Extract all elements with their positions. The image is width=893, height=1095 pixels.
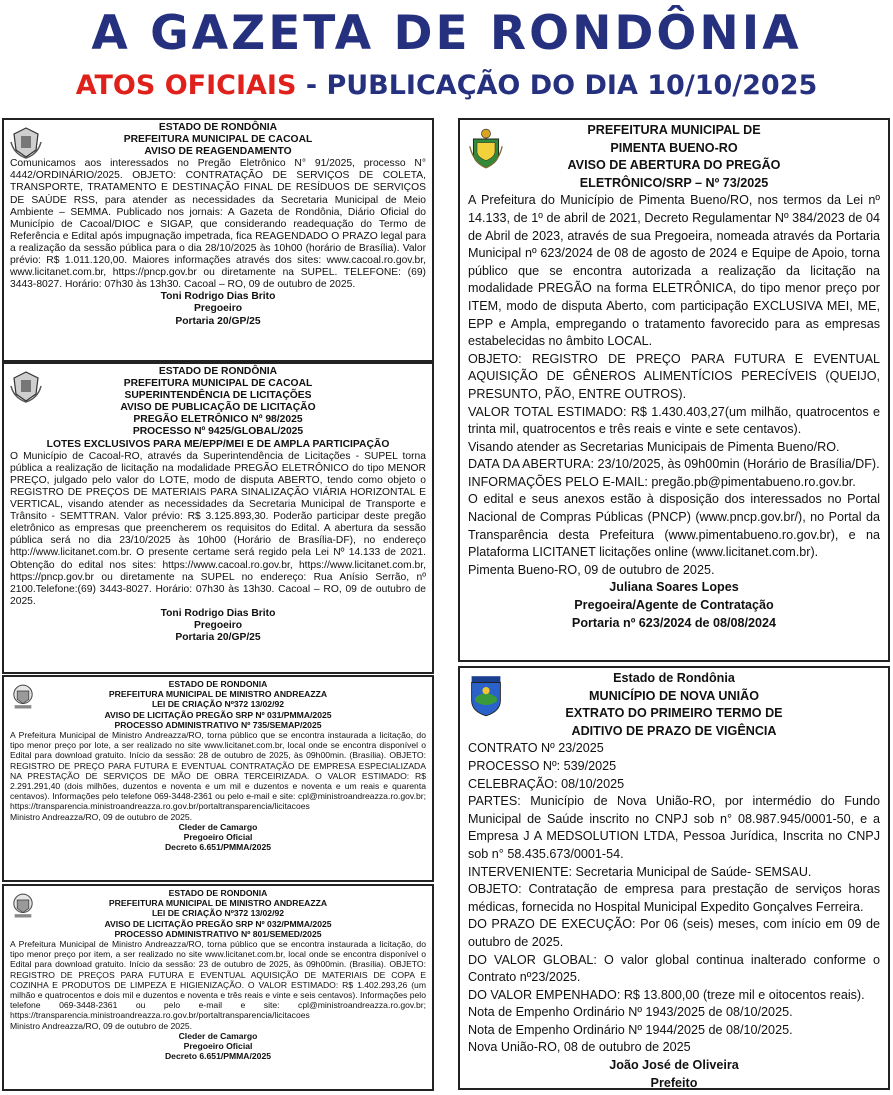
header-line: AVISO DE ABERTURA DO PREGÃO [567, 158, 781, 173]
notice-nova-uniao-aditivo [458, 666, 890, 1090]
paragraph: O edital e seus anexos estão à disposição dos interessados no Portal Nacional de Compras Públicas (PNCP) (www.pncp.gov.br/), no Portal da Transparência desta Prefeitura (www.pimentabueno.ro.gov.br), e na Plataforma LICITANET licitações online (www.licitanet.com.br). [468, 492, 880, 560]
municipal-crest-icon [468, 126, 504, 170]
header-line: AVISO DE REAGENDAMENTO [144, 146, 292, 158]
signer-ordinance: Portaria 20/GP/25 [175, 315, 261, 327]
paragraph: Nova União-RO, 08 de outubro de 2025 [468, 1040, 691, 1055]
header-line: AVISO DE LICITAÇÃO PREGÃO SRP Nº 032/PMMA/2025 [104, 918, 332, 929]
signature-block [10, 608, 426, 644]
signer-role: Pregoeiro Oficial [183, 832, 253, 843]
header-line: PREGÃO ELETRÔNICO Nº 98/2025 [133, 414, 303, 426]
notice-body: O Município de Cacoal-RO, através da Superintendência de Licitações - SUPEL torna pública a realização de licitação na modalidade PREGÃO ELETRÔNICO do tipo MENOR PREÇO, julgado pelo valor do LOTE, modo de disputa ABERTO, tendo como objeto o REGISTRO DE PREÇOS DE MATERIAIS PARA SINALIZAÇÃO VIÁRIA HORIZONTAL E VERTICAL, visando atender as necessidades da Secretaria Municipal de Transporte e Trânsito - SEMTTRAN. Valor prévio: R$ 3.125.893,30. Poderão participar deste pregão eletrônico as empresas que preencherem os requisitos do Edital. A abertura da sessão pública será no dia 23/10/2025 às 10h00 (Horário de Brasília-DF), no endereço http://www.licitanet.com.br. O presente certame será regido pela Lei Nº 14.133 de 2021. Obtenção do edital nos sites: https://www.cacoal.ro.gov.br, https://www.licitanet.com.br, https://pncp.gov.br ou diretamente na SUPEL no endereço: Rua Anísio Serrão, nº 2100.Telefone:(69) 3443-8027. Horário: 07h30 às 13h30. Cacoal – RO, 09 de outubro de 2025. [10, 450, 426, 607]
signer-role: Pregoeiro [193, 619, 243, 631]
paragraph: DO VALOR GLOBAL: O valor global continua inalterado conforme o Contrato nº23/2025. [468, 952, 880, 985]
notice-header [10, 679, 426, 730]
notice-body: A Prefeitura Municipal de Ministro Andreazza/RO, torna público que se encontra instaurada a licitação, do tipo menor preço por lote, a ser realizado no site www.licitanet.com.br, local onde se encontra disponível o Edital para download gratuito. Início da sessão: 28 de outubro de 2025, às 09h00min. (Brasília). OBJETO: REGISTRO DE PREÇO PARA FUTURA E EVENTUAL CONTRATAÇÃO DE EMPRESA ESPECIALIZADA NA PRESTAÇÃO DE SERVIÇOS DE MÃO DE OBRA TERCEIRIZADA. O VALOR ESTIMADO: R$ 2.291.291,40 (dois milhões, duzentos e noventa e um mil e duzentos e noventa e um reais e quarenta centavos). Informações pelo telefone 069-3448-2361 ou pelo e-mail e site: cpl@ministroandreazza.ro.gov.br; https://transparencia.ministroandreazza.ro.gov.br/portaltransparencia/licitacoes [10, 730, 426, 812]
paragraph: DO PRAZO DE EXECUÇÃO: Por 06 (seis) meses, com início em 09 de outubro de 2025. [468, 917, 880, 949]
paragraph: A Prefeitura do Município de Pimenta Bueno/RO, nos termos da Lei nº 14.133, de 1º de abril de 2021, Decreto Regulamentar Nº 384/2023 de 04 de Abril de 2023, através de sua Pregoeira, nomeada através da Portaria Municipal nº 623/2024 de 08 de agosto de 2024 e Equipe de Apoio, torna público que se encontra autorizada a realização da licitação na modalidade PREGÃO na forma ELETRÔNICA, do tipo menor preço por ITEM, modo de disputa Aberto, com participação EXCLUSIVA MEI, ME, EPP e Ampla, empregando o tratamento favorecido para as empresas estabelecidas no âmbito LOCAL. [468, 193, 880, 349]
header-line: PREFEITURA MUNICIPAL DE MINISTRO ANDREAZZA [108, 689, 328, 700]
header-line: PREFEITURA MUNICIPAL DE MINISTRO ANDREAZZA [108, 898, 328, 909]
paragraph: PROCESSO Nº: 539/2025 [468, 758, 617, 773]
paragraph: Visando atender as Secretarias Municipais de Pimenta Bueno/RO. [468, 439, 840, 454]
paragraph: Pimenta Bueno-RO, 09 de outubro de 2025. [468, 562, 715, 577]
header-line: Estado de Rondônia [613, 671, 735, 685]
paragraph: Nota de Empenho Ordinário Nº 1943/2025 de 08/10/2025. [468, 1005, 793, 1020]
signature-block [468, 1057, 880, 1090]
notice-cacoal-reagendamento [2, 118, 434, 362]
separator: - [296, 70, 327, 101]
signer-name: Cleder de Camargo [178, 1030, 258, 1041]
header-line: PROCESSO ADMINISTRATIVO Nº 801/SEMED/2025 [114, 928, 322, 939]
header-line: MUNICÍPIO DE NOVA UNIÃO [588, 688, 760, 703]
municipal-crest-icon [8, 368, 44, 404]
notice-header [468, 122, 880, 192]
notice-header [10, 366, 426, 439]
signer-role: Prefeito [650, 1075, 698, 1090]
header-line: PREFEITURA MUNICIPAL DE CACOAL [123, 134, 313, 146]
header-line: PREFEITURA MUNICIPAL DE CACOAL [123, 378, 313, 390]
signer-ordinance: Decreto 6.651/PMMA/2025 [164, 1051, 272, 1062]
paragraph: INFORMAÇÕES PELO E-MAIL: pregão.pb@pimentabueno.ro.gov.br. [468, 474, 856, 489]
municipal-crest-icon [8, 124, 44, 160]
paragraph: VALOR TOTAL ESTIMADO: R$ 1.430.403,27(um milhão, quatrocentos e trinta mil, quatrocentos e três reais e vinte e sete centavos). [468, 404, 880, 437]
signer-role: Pregoeiro [193, 303, 243, 315]
header-line: PROCESSO Nº 9425/GLOBAL/2025 [132, 426, 304, 438]
notice-cacoal-pregao-98 [2, 362, 434, 674]
signature-block [468, 579, 880, 632]
paragraph: INTERVENIENTE: Secretaria Municipal de Saúde- SEMSAU. [468, 864, 812, 879]
header-line: PREFEITURA MUNICIPAL DE [587, 123, 761, 137]
municipal-crest-icon [8, 890, 38, 920]
header-line: LEI DE CRIAÇÃO Nº372 13/02/92 [151, 699, 285, 710]
municipal-crest-icon [8, 681, 38, 711]
header-line: ESTADO DE RONDONIA [168, 679, 268, 689]
signer-name: Toni Rodrigo Dias Brito [160, 607, 276, 619]
notice-header [10, 122, 426, 158]
header-line: LEI DE CRIAÇÃO Nº372 13/02/92 [151, 908, 285, 919]
header-line: EXTRATO DO PRIMEIRO TERMO DE [565, 706, 783, 721]
header-line: LOTES EXCLUSIVOS PARA ME/EPP/MEI E DE AMPLA PARTICIPAÇÃO [46, 438, 390, 450]
header-line: ESTADO DE RONDONIA [168, 888, 268, 898]
header-line: AVISO DE PUBLICAÇÃO DE LICITAÇÃO [120, 402, 316, 414]
place-date: Ministro Andreazza/RO, 09 de outubro de 2025. [10, 1020, 193, 1031]
place-date: Ministro Andreazza/RO, 09 de outubro de 2025. [10, 811, 193, 822]
paragraph: Nota de Empenho Ordinário Nº 1944/2025 de 08/10/2025. [468, 1022, 793, 1037]
paragraph: OBJETO: Contratação de empresa para prestação de serviços horas médicas, fornecida no Hospital Municipal Expedito Gonçalves Ferreira. [468, 882, 880, 914]
notice-andreazza-pregao-031 [2, 675, 434, 882]
signature-block [10, 291, 426, 327]
notice-body [468, 192, 880, 579]
paragraph: DATA DA ABERTURA: 23/10/2025, às 09h00min (Horário de Brasília/DF). [468, 457, 880, 472]
header-line: PIMENTA BUENO-RO [610, 140, 738, 155]
header-line: PROCESSO ADMINISTRATIVO Nº 735/SEMAP/2025 [114, 719, 322, 730]
signature-block [10, 1031, 426, 1062]
signer-role: Pregoeira/Agente de Contratação [574, 598, 774, 613]
notice-body [468, 740, 880, 1057]
paragraph: DO VALOR EMPENHADO: R$ 13.800,00 (treze mil e oitocentos reais). [468, 987, 865, 1002]
signer-ordinance: Decreto 6.651/PMMA/2025 [164, 842, 272, 853]
newspaper-title: A GAZETA DE RONDÔNIA [91, 6, 802, 61]
paragraph: OBJETO: REGISTRO DE PREÇO PARA FUTURA E EVENTUAL AQUISIÇÃO DE GÊNEROS ALIMENTÍCIOS PERECÍVEIS (QUEIJO, PRESUNTO, PÃO, ENTRE OUTROS). [468, 351, 880, 401]
signer-name: João José de Oliveira [609, 1058, 739, 1073]
header-line: ESTADO DE RONDÔNIA [158, 122, 278, 133]
signature-block [10, 822, 426, 853]
header-line: ESTADO DE RONDÔNIA [158, 366, 278, 377]
notice-body: Comunicamos aos interessados no Pregão Eletrônico N° 91/2025, processo N° 4442/ORDINÁRIO/2025. OBJETO: CONTRATAÇÃO DE SERVIÇOS DE COLETA, TRANSPORTE, TRATAMENTO E DESTINAÇÃO FINAL DE RESÍDUOS DE SERVIÇOS DE SAÚDE RSS, para atender as necessidades da Secretaria Municipal de Meio Ambiente – SEMMA. Publicado nos jornais: A Gazeta de Rondônia, Diário Oficial do Município de Cacoal/DIOC e SIGAP, que considerando readequação do Termo de Referência e Edital após impugnação impetrada, fica REAGENDADO O PRAZO legal para a realização da sessão pública para o dia 28/10/2025 às 10h00 (horário de Brasília). Valor prévio: R$ 1.011.120,00. Maiores informações através dos sites: www.cacoal.ro.gov.br, www.licitanet.com.br, https://pncp.gov.br ou diretamente na SUPEL. TELEFONE: (69) 3443-8027. Horário: 07h30 às 13h30. Cacoal – RO, 09 de outubro de 2025. [10, 158, 426, 291]
notice-andreazza-pregao-032 [2, 884, 434, 1091]
header-line: ELETRÔNICO/SRP – Nº 73/2025 [579, 175, 769, 190]
paragraph: PARTES: Município de Nova União-RO, por intermédio do Fundo Municipal de Saúde inscrito no CNPJ sob n° 08.987.945/0001-50, e a Empresa J A MEDSOLUTION LTDA, Pessoa Jurídica, Inscrita no CNPJ sob n° 58.435.673/0001-54. [468, 794, 880, 861]
paragraph: CONTRATO Nº 23/2025 [468, 741, 604, 756]
section-label: ATOS OFICIAIS [75, 70, 297, 101]
signer-name: Juliana Soares Lopes [609, 580, 739, 595]
header-line: SUPERINTENDÊNCIA DE LICITAÇÕES [124, 390, 312, 402]
publication-date: PUBLICAÇÃO DO DIA 10/10/2025 [326, 70, 818, 101]
signer-name: Toni Rodrigo Dias Brito [160, 291, 276, 303]
paragraph: CELEBRAÇÃO: 08/10/2025 [468, 776, 625, 791]
signer-ordinance: Portaria 20/GP/25 [175, 632, 261, 644]
notice-header [468, 670, 880, 740]
notice-header [10, 888, 426, 939]
publication-banner [0, 66, 893, 106]
header-line: ADITIVO DE PRAZO DE VIGÊNCIA [571, 723, 777, 738]
signer-ordinance: Portaria nº 623/2024 de 08/08/2024 [571, 615, 777, 630]
header-line: AVISO DE LICITAÇÃO PREGÃO SRP Nº 031/PMMA/2025 [104, 709, 332, 720]
notice-pimenta-bueno-pregao-73 [458, 118, 890, 662]
notice-body: A Prefeitura Municipal de Ministro Andreazza/RO, torna público que se encontra instaurada a licitação, do tipo menor preço por item, a ser realizado no site www.licitanet.com.br, local onde se encontra disponível o Edital para download gratuito. Início da sessão: 23 de outubro de 2025, às 09h00min. (Brasília). OBJETO: REGISTRO DE PREÇOS PARA FUTURA E EVENTUAL AQUISIÇÃO DE MATERIAIS DE COPA E COZINHA E PRODUTOS DE LIMPEZA E HIGIENIZAÇÃO. O VALOR ESTIMADO: R$ 1.402.293,26 (um milhão e quatrocentos e dois mil e duzentos e noventa e três reais e vinte e seis centavos). Informações pelo telefone 069-3448-2361 ou pelo e-mail e site: cpl@ministroandreazza.ro.gov.br; https://transparencia.ministroandreazza.ro.gov.br/portaltransparencia/licitacoes [10, 939, 426, 1021]
signer-name: Cleder de Camargo [178, 821, 258, 832]
municipal-shield-icon [468, 674, 504, 718]
signer-role: Pregoeiro Oficial [183, 1041, 253, 1052]
